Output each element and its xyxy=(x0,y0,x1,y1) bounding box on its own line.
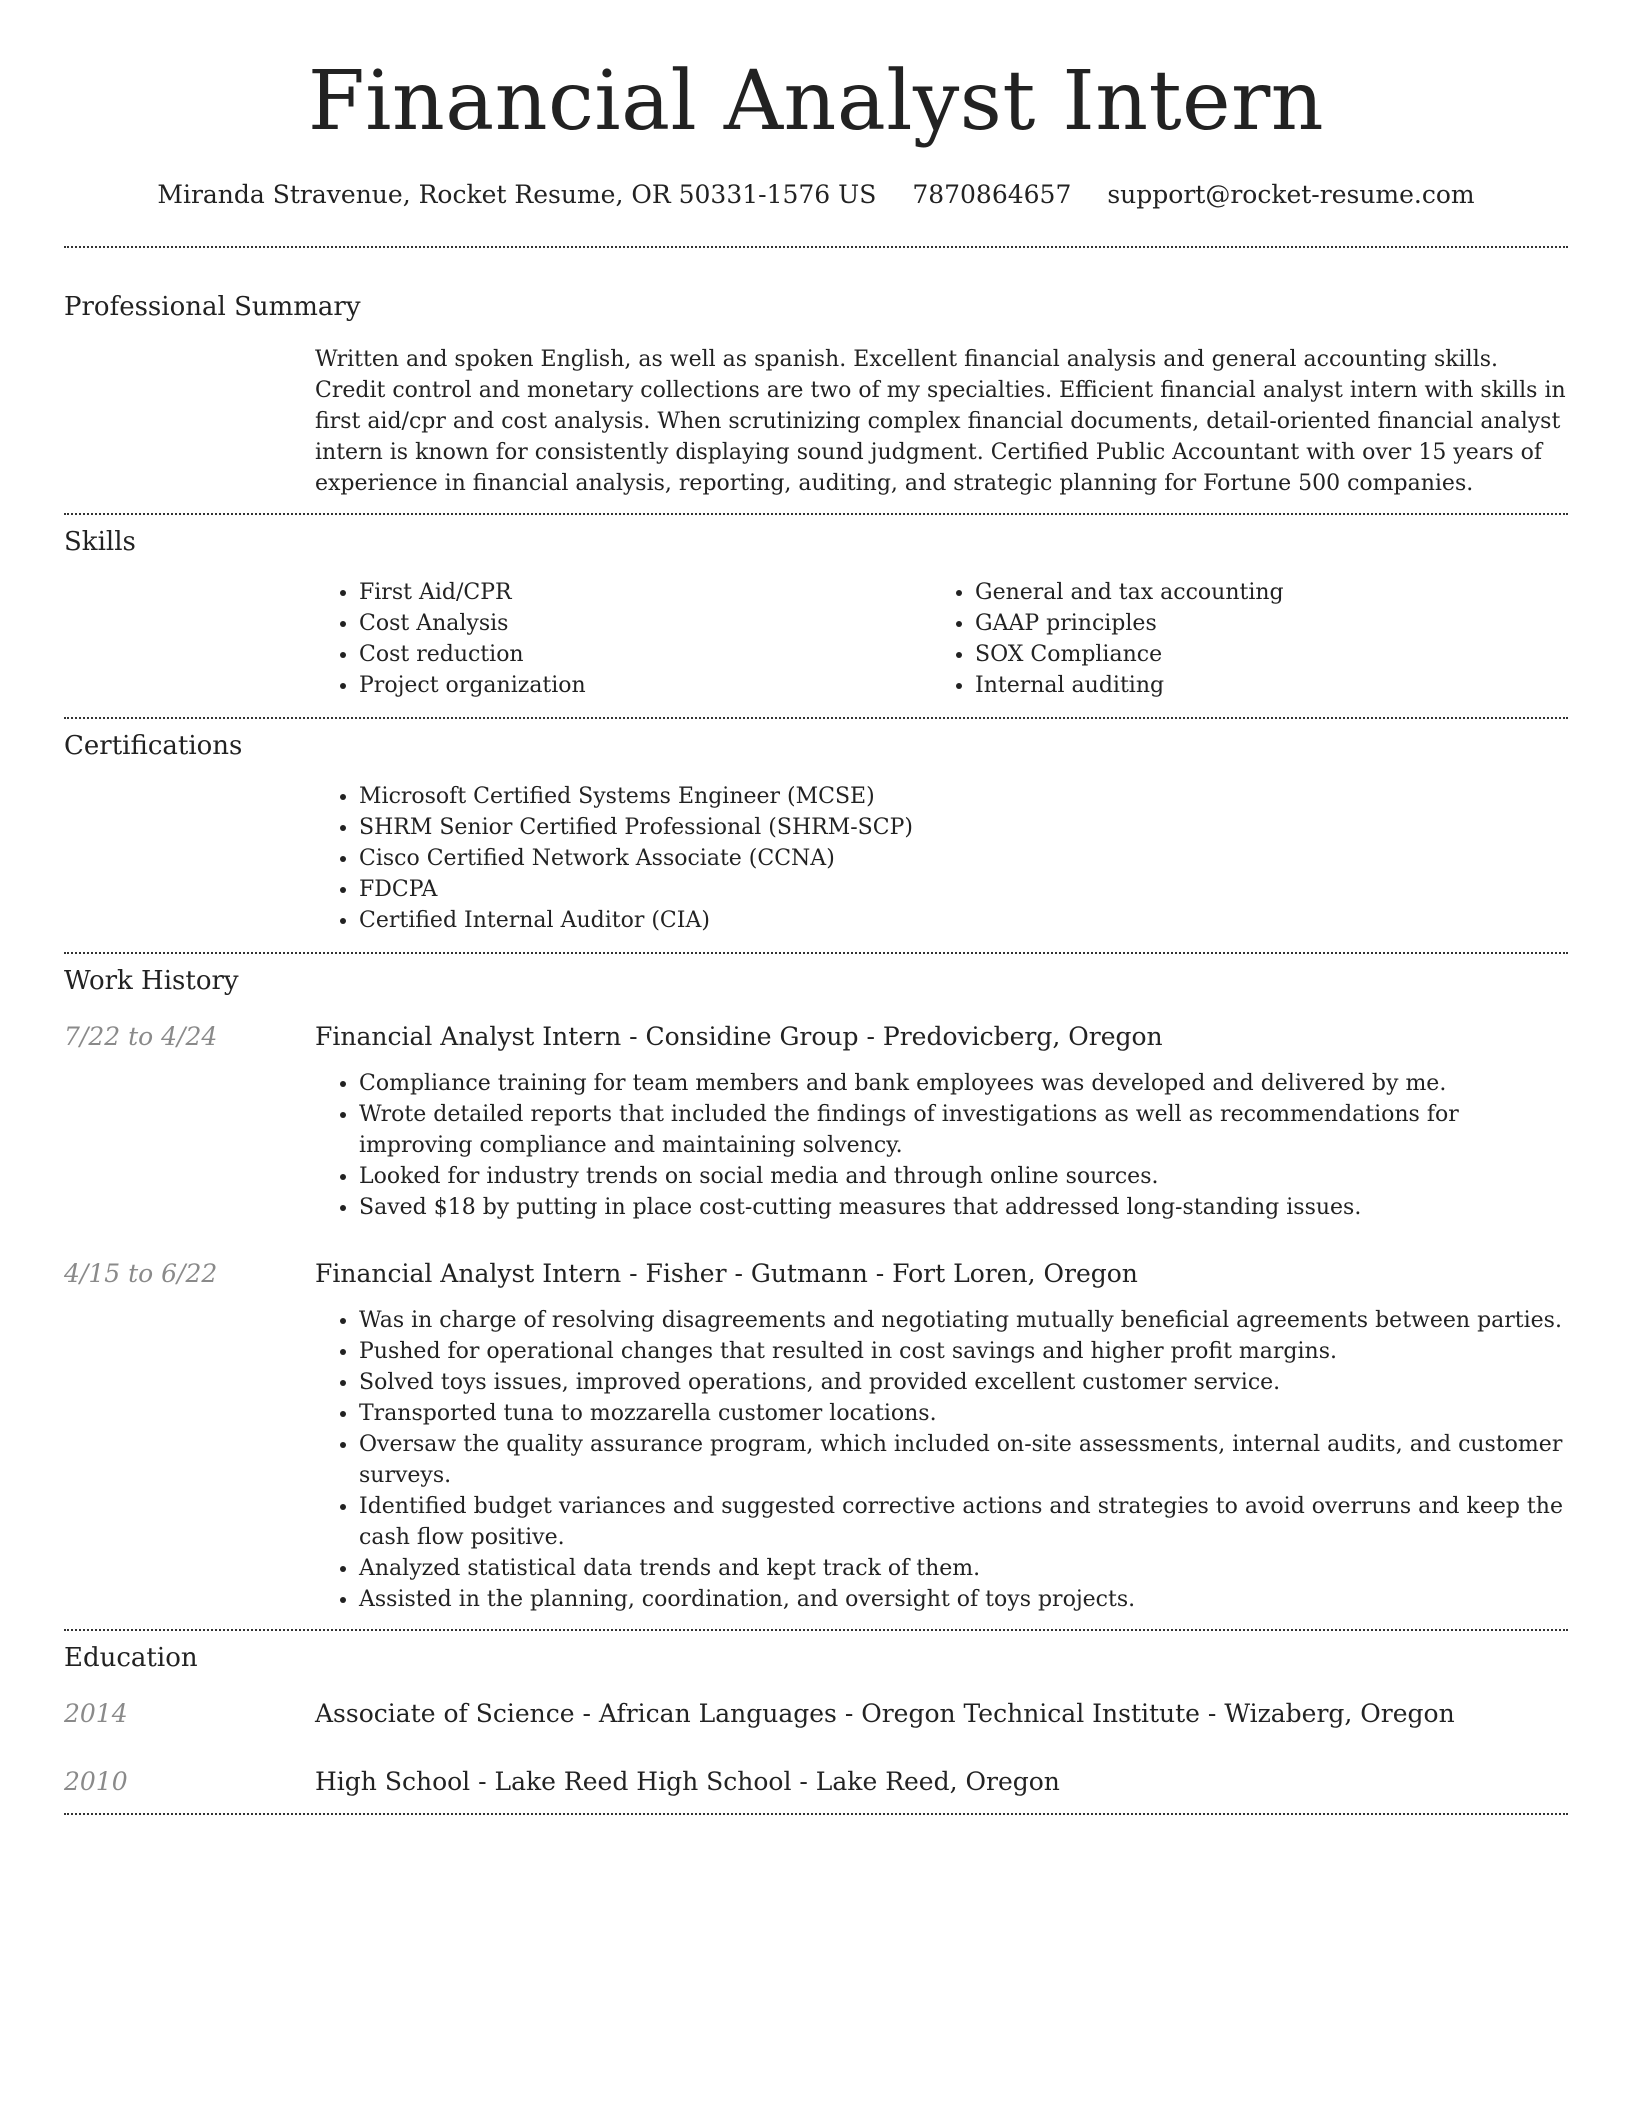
skill-item: • Internal auditing xyxy=(975,670,1547,701)
job-bullet: • Solved toys issues, improved operations, and provided excellent customer service. xyxy=(359,1367,1568,1398)
skills-grid xyxy=(315,577,1568,717)
skills-list-left xyxy=(315,577,931,701)
contact-line xyxy=(64,178,1568,212)
certification-item: • FDCPA xyxy=(359,874,1568,905)
skills-column-right xyxy=(931,577,1547,701)
certifications-list xyxy=(315,781,1568,936)
skill-item: • Project organization xyxy=(359,670,931,701)
skill-item: • General and tax accounting xyxy=(975,577,1547,608)
contact-email: support@rocket-resume.com xyxy=(1107,180,1475,209)
job-dates: 4/15 to 6/22 xyxy=(64,1259,218,1288)
certifications-heading: Certifications xyxy=(64,731,243,761)
certifications-section xyxy=(64,719,1568,952)
job-bullet: • Oversaw the quality assurance program, which included on-site assessments, internal audits, and customer surveys. xyxy=(359,1429,1568,1491)
skill-item: • GAAP principles xyxy=(975,608,1547,639)
contact-address: Miranda Stravenue, Rocket Resume, OR 50331-1576 US xyxy=(157,180,877,209)
skills-section xyxy=(64,515,1568,717)
work-history-section xyxy=(64,954,1568,1629)
education-section xyxy=(64,1631,1568,1813)
job-bullet: • Was in charge of resolving disagreements and negotiating mutually beneficial agreements between parties. xyxy=(359,1305,1568,1336)
skill-item: • First Aid/CPR xyxy=(359,577,931,608)
job-entry xyxy=(64,1257,1568,1615)
job-title: Financial Analyst Intern - Considine Group - Predovicberg, Oregon xyxy=(315,1022,1163,1051)
skills-column-left xyxy=(315,577,931,701)
job-bullets xyxy=(315,1068,1568,1223)
skills-list-right xyxy=(931,577,1547,701)
education-entry xyxy=(64,1697,1568,1731)
education-year: 2010 xyxy=(64,1767,128,1796)
job-body xyxy=(315,1020,1568,1223)
contact-phone: 7870864657 xyxy=(912,180,1072,209)
job-bullet: • Looked for industry trends on social media and through online sources. xyxy=(359,1161,1568,1192)
job-dates: 7/22 to 4/24 xyxy=(64,1022,218,1051)
job-bullet: • Compliance training for team members and bank employees was developed and delivered by me. xyxy=(359,1068,1568,1099)
job-entry xyxy=(64,1020,1568,1223)
certifications-content xyxy=(315,781,1568,952)
job-bullet: • Transported tuna to mozzarella customer locations. xyxy=(359,1398,1568,1429)
job-title: Financial Analyst Intern - Fisher - Gutmann - Fort Loren, Oregon xyxy=(315,1259,1138,1288)
job-bullets xyxy=(315,1305,1568,1615)
job-bullet: • Pushed for operational changes that resulted in cost savings and higher profit margins. xyxy=(359,1336,1568,1367)
summary-heading: Professional Summary xyxy=(64,292,361,322)
education-detail: High School - Lake Reed High School - Lake Reed, Oregon xyxy=(315,1767,1060,1796)
job-bullet: • Identified budget variances and suggested corrective actions and strategies to avoid overruns and keep the cash flow positive. xyxy=(359,1491,1568,1553)
summary-text: Written and spoken English, as well as spanish. Excellent financial analysis and general accounting skills. Credit control and monetary collections are two of my specialties. Efficient financial analyst intern with skills in first aid/cpr and cost analysis. When scrutinizing complex financial documents, detail-oriented financial analyst intern is known for consistently displaying sound judgment. Certified Public Accountant with over 15 years of experience in financial analysis, reporting, auditing, and strategic planning for Fortune 500 companies. xyxy=(315,347,1566,496)
education-entry xyxy=(64,1765,1568,1799)
certification-item: • SHRM Senior Certified Professional (SHRM-SCP) xyxy=(359,812,1568,843)
job-bullet: • Saved $18 by putting in place cost-cutting measures that addressed long-standing issues. xyxy=(359,1192,1568,1223)
certification-item: • Microsoft Certified Systems Engineer (MCSE) xyxy=(359,781,1568,812)
education-heading: Education xyxy=(64,1643,198,1673)
summary-section xyxy=(64,248,1568,513)
resume-title: Financial Analyst Intern xyxy=(307,54,1325,149)
skill-item: • Cost reduction xyxy=(359,639,931,670)
job-body xyxy=(315,1257,1568,1615)
job-bullet: • Analyzed statistical data trends and kept track of them. xyxy=(359,1553,1568,1584)
work-history-heading: Work History xyxy=(64,966,239,996)
divider xyxy=(64,1813,1568,1815)
skills-heading: Skills xyxy=(64,527,136,557)
skill-item: • SOX Compliance xyxy=(975,639,1547,670)
certification-item: • Cisco Certified Network Associate (CCNA) xyxy=(359,843,1568,874)
certification-item: • Certified Internal Auditor (CIA) xyxy=(359,905,1568,936)
skill-item: • Cost Analysis xyxy=(359,608,931,639)
education-detail: Associate of Science - African Languages - Oregon Technical Institute - Wizaberg, Oregon xyxy=(315,1699,1455,1728)
job-bullet: • Wrote detailed reports that included the findings of investigations as well as recommendations for improving compliance and maintaining solvency. xyxy=(359,1099,1568,1161)
job-bullet: • Assisted in the planning, coordination, and oversight of toys projects. xyxy=(359,1584,1568,1615)
education-year: 2014 xyxy=(64,1699,128,1728)
